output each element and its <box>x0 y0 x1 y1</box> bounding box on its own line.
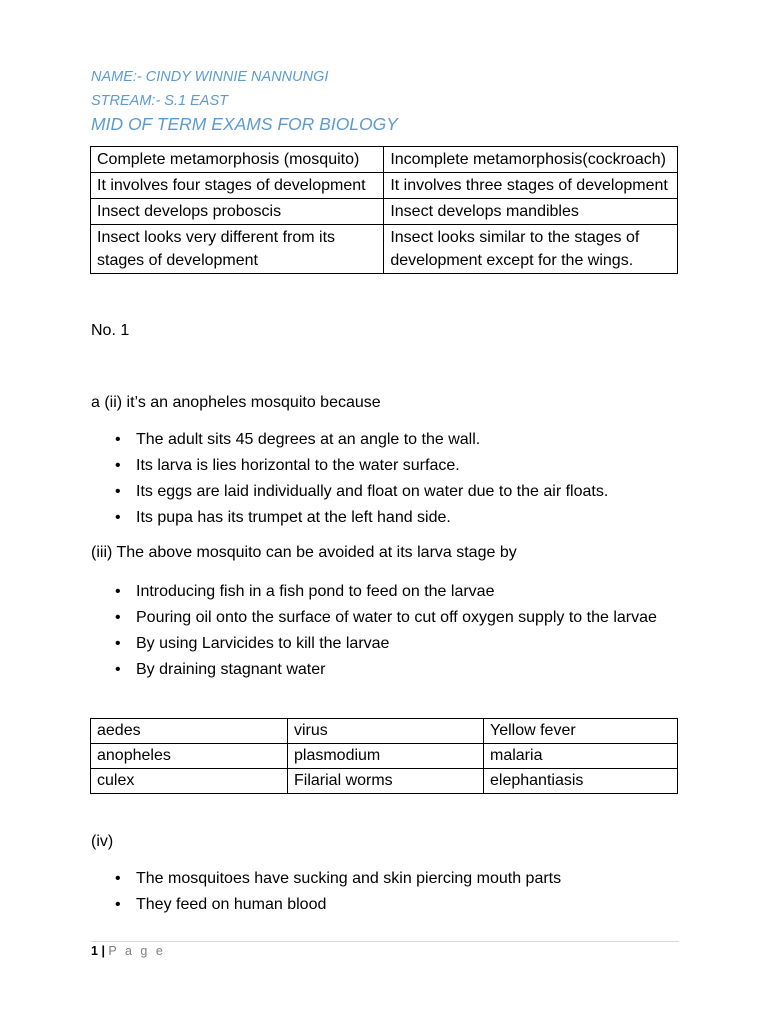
table-cell: virus <box>288 719 484 744</box>
list-item: • Its eggs are laid individually and float on water due to the air floats. <box>91 479 681 505</box>
student-name: NAME:- CINDY WINNIE NANNUNGI <box>91 69 329 85</box>
table-cell: Insect develops mandibles <box>384 199 678 225</box>
table-cell: Filarial worms <box>288 769 484 794</box>
table-cell: Insect looks similar to the stages of development except for the wings. <box>384 225 678 274</box>
table-cell: culex <box>91 769 288 794</box>
table-cell: malaria <box>484 744 678 769</box>
part-a-ii-list <box>91 427 681 531</box>
list-item: • By using Larvicides to kill the larvae <box>91 631 681 657</box>
metamorphosis-comparison-table <box>90 146 678 274</box>
table-cell: elephantiasis <box>484 769 678 794</box>
table-cell: It involves four stages of development <box>91 173 384 199</box>
page-label: P a g e <box>108 944 166 958</box>
table-cell: plasmodium <box>288 744 484 769</box>
bullet-icon: • <box>115 661 121 678</box>
table-row <box>91 744 678 769</box>
list-item: • The adult sits 45 degrees at an angle to the wall. <box>91 427 681 453</box>
page-number: 1 <box>91 944 98 958</box>
table-row <box>91 147 678 173</box>
bullet-icon: • <box>115 431 121 448</box>
table-row <box>91 225 678 274</box>
mosquito-disease-table <box>90 718 678 794</box>
list-item: • The mosquitoes have sucking and skin piercing mouth parts <box>91 866 681 892</box>
part-iii-intro: (iii) The above mosquito can be avoided at its larva stage by <box>91 544 517 561</box>
table-cell: Incomplete metamorphosis(cockroach) <box>384 147 678 173</box>
footer-separator: | <box>101 944 105 958</box>
table-cell: Insect develops proboscis <box>91 199 384 225</box>
bullet-icon: • <box>115 896 121 913</box>
bullet-icon: • <box>115 609 121 626</box>
list-item: • Pouring oil onto the surface of water to cut off oxygen supply to the larvae <box>91 605 681 631</box>
part-iv-list <box>91 866 681 918</box>
table-row <box>91 719 678 744</box>
list-item: • They feed on human blood <box>91 892 681 918</box>
student-stream: STREAM:- S.1 EAST <box>91 93 228 109</box>
table-row <box>91 173 678 199</box>
footer-divider <box>91 941 679 942</box>
bullet-icon: • <box>115 509 121 526</box>
table-cell: Yellow fever <box>484 719 678 744</box>
exam-title: MID OF TERM EXAMS FOR BIOLOGY <box>91 114 398 134</box>
table-row <box>91 769 678 794</box>
part-iii-list <box>91 579 681 683</box>
list-item: • Its larva is lies horizontal to the water surface. <box>91 453 681 479</box>
table-row <box>91 199 678 225</box>
bullet-icon: • <box>115 583 121 600</box>
part-iv-intro: (iv) <box>91 833 114 850</box>
list-item: • Its pupa has its trumpet at the left hand side. <box>91 505 681 531</box>
table-cell: Complete metamorphosis (mosquito) <box>91 147 384 173</box>
bullet-icon: • <box>115 457 121 474</box>
table-cell: aedes <box>91 719 288 744</box>
table-cell: anopheles <box>91 744 288 769</box>
question-number: No. 1 <box>91 322 130 339</box>
bullet-icon: • <box>115 483 121 500</box>
bullet-icon: • <box>115 635 121 652</box>
table-cell: It involves three stages of development <box>384 173 678 199</box>
bullet-icon: • <box>115 870 121 887</box>
table-cell: Insect looks very different from its stages of development <box>91 225 384 274</box>
list-item: • By draining stagnant water <box>91 657 681 683</box>
page-footer <box>91 944 165 958</box>
part-a-ii-intro: a (ii) it’s an anopheles mosquito because <box>91 394 381 411</box>
list-item: • Introducing fish in a fish pond to feed on the larvae <box>91 579 681 605</box>
